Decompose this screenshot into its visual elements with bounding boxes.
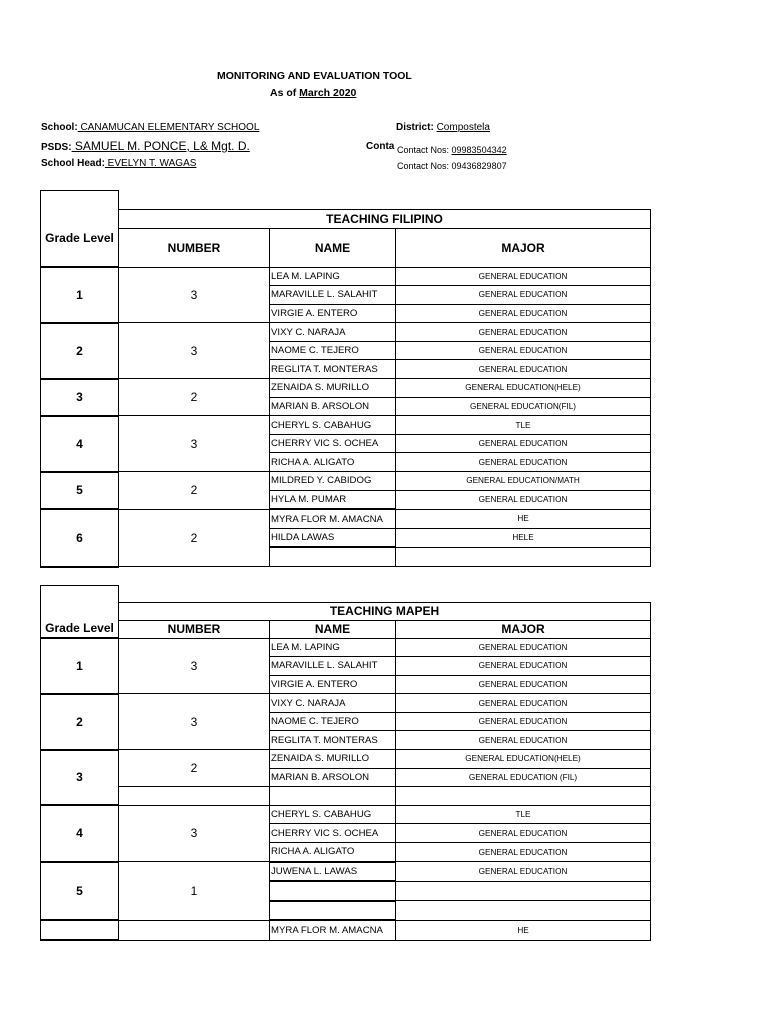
teacher-name: MYRA FLOR M. AMACNA <box>270 509 396 528</box>
teacher-major: HE <box>396 920 651 940</box>
teacher-name: LEA M. LAPING <box>270 638 396 657</box>
grade-level-cell: 4 <box>41 416 119 472</box>
conta-label: Conta <box>366 141 395 152</box>
as-of-line <box>270 87 356 99</box>
table-row <box>41 787 651 806</box>
teacher-major: GENERAL EDUCATION <box>396 286 651 305</box>
table-row <box>41 509 651 528</box>
number-cell: 3 <box>119 638 270 694</box>
grade-level-cell: 3 <box>41 379 119 416</box>
grade-level-cell: 2 <box>41 694 119 750</box>
empty-cell <box>119 787 270 806</box>
teacher-major: GENERAL EDUCATION/MATH <box>396 472 651 491</box>
school-head-line <box>41 158 196 169</box>
table-row <box>41 267 651 286</box>
teacher-name: CHERRY VIC S. OCHEA <box>270 824 396 843</box>
grade-level-cell: 1 <box>41 267 119 323</box>
contact1-label: Contact Nos: <box>397 145 452 155</box>
mapeh-table <box>40 585 651 941</box>
teacher-name: VIRGIE A. ENTERO <box>270 675 396 694</box>
teacher-major: GENERAL EDUCATION <box>396 341 651 360</box>
teacher-major: GENERAL EDUCATION <box>396 323 651 342</box>
mapeh-caption: TEACHING MAPEH <box>119 602 651 620</box>
mapeh-col-number: NUMBER <box>119 620 270 638</box>
grade-level-cell: 6 <box>41 509 119 566</box>
teacher-major: GENERAL EDUCATION <box>396 694 651 713</box>
school-label: School: <box>41 122 78 133</box>
grade-level-cell: 2 <box>41 323 119 379</box>
teacher-name: MYRA FLOR M. AMACNA <box>270 920 396 940</box>
teacher-name: VIXY C. NARAJA <box>270 323 396 342</box>
school-head-value: EVELYN T. WAGAS <box>104 158 197 169</box>
number-cell: 3 <box>119 323 270 379</box>
contact-line-2: Contact Nos: 09436829807 <box>397 161 507 171</box>
teacher-major: GENERAL EDUCATION(HELE) <box>396 750 651 769</box>
number-cell: 3 <box>119 416 270 472</box>
teacher-name: MARIAN B. ARSOLON <box>270 397 396 416</box>
number-cell: 2 <box>119 472 270 510</box>
teacher-major: TLE <box>396 416 651 435</box>
mapeh-col-major: MAJOR <box>396 620 651 638</box>
teacher-major: GENERAL EDUCATION(FIL) <box>396 397 651 416</box>
teacher-name: NAOME C. TEJERO <box>270 341 396 360</box>
teacher-name: JUWENA L. LAWAS <box>270 862 396 882</box>
teacher-name: MARAVILLE L. SALAHIT <box>270 657 396 676</box>
teacher-name: REGLITA T. MONTERAS <box>270 360 396 379</box>
teacher-major: GENERAL EDUCATION(HELE) <box>396 379 651 398</box>
number-cell: 2 <box>119 509 270 566</box>
table-row <box>41 920 651 940</box>
teacher-major: TLE <box>396 805 651 824</box>
table-row <box>41 323 651 342</box>
table-row <box>41 805 651 824</box>
school-head-label: School Head: <box>41 158 105 169</box>
teacher-major: GENERAL EDUCATION <box>396 434 651 453</box>
teacher-major: GENERAL EDUCATION <box>396 712 651 731</box>
teacher-name: HILDA LAWAS <box>270 528 396 547</box>
number-cell: 2 <box>119 750 270 787</box>
table-row <box>41 472 651 491</box>
number-cell: 3 <box>119 805 270 861</box>
table-row <box>41 416 651 435</box>
teacher-major: HELE <box>396 528 651 547</box>
number-cell: 3 <box>119 694 270 750</box>
teacher-major: GENERAL EDUCATION <box>396 638 651 657</box>
district-value: Compostela <box>436 122 490 133</box>
table-row <box>41 638 651 657</box>
psds-value: SAMUEL M. PONCE, L& Mgt. D. <box>71 139 250 153</box>
contact-line-1 <box>397 145 507 155</box>
number-cell: 3 <box>119 267 270 323</box>
teacher-name: ZENAIDA S. MURILLO <box>270 379 396 398</box>
table-row <box>41 694 651 713</box>
teacher-name: VIXY C. NARAJA <box>270 694 396 713</box>
teacher-major: GENERAL EDUCATION <box>396 360 651 379</box>
teacher-name <box>270 787 396 806</box>
grade-level-cell: 4 <box>41 805 119 861</box>
number-cell <box>119 920 270 940</box>
teacher-major: HE <box>396 509 651 528</box>
teacher-major <box>396 881 651 901</box>
teacher-name: MARAVILLE L. SALAHIT <box>270 286 396 305</box>
teacher-name: MILDRED Y. CABIDOG <box>270 472 396 491</box>
teacher-name: NAOME C. TEJERO <box>270 712 396 731</box>
teacher-major: GENERAL EDUCATION (FIL) <box>396 768 651 787</box>
teacher-major <box>396 901 651 921</box>
teacher-name: CHERYL S. CABAHUG <box>270 805 396 824</box>
school-line <box>41 122 259 133</box>
filipino-col-name: NAME <box>270 228 396 267</box>
teacher-major: GENERAL EDUCATION <box>396 675 651 694</box>
document-title: MONITORING AND EVALUATION TOOL <box>217 70 412 82</box>
teacher-major <box>396 787 651 806</box>
grade-level-cell <box>41 920 119 940</box>
mapeh-col-name: NAME <box>270 620 396 638</box>
teacher-name: LEA M. LAPING <box>270 267 396 286</box>
teacher-major <box>396 547 651 566</box>
teacher-name: CHERYL S. CABAHUG <box>270 416 396 435</box>
district-label: District: <box>396 122 434 133</box>
teacher-major: GENERAL EDUCATION <box>396 843 651 862</box>
table-row <box>41 379 651 398</box>
teacher-name <box>270 547 396 566</box>
number-cell: 2 <box>119 379 270 416</box>
grade-level-cell: 1 <box>41 638 119 694</box>
teacher-name <box>270 881 396 901</box>
contact1-value: 09983504342 <box>451 145 507 155</box>
number-cell: 1 <box>119 862 270 921</box>
grade-level-cell: 5 <box>41 472 119 510</box>
grade-level-cell: 3 <box>41 750 119 806</box>
teacher-major: GENERAL EDUCATION <box>396 267 651 286</box>
filipino-table <box>40 190 651 568</box>
as-of-date: March 2020 <box>299 87 357 99</box>
school-value: CANAMUCAN ELEMENTARY SCHOOL <box>77 122 260 133</box>
filipino-col-major: MAJOR <box>396 228 651 267</box>
teacher-name: MARIAN B. ARSOLON <box>270 768 396 787</box>
teacher-name: VIRGIE A. ENTERO <box>270 304 396 323</box>
district-line <box>396 122 490 133</box>
psds-line <box>41 139 250 153</box>
teacher-name: HYLA M. PUMAR <box>270 490 396 509</box>
teacher-major: GENERAL EDUCATION <box>396 657 651 676</box>
teacher-major: GENERAL EDUCATION <box>396 731 651 750</box>
grade-level-cell: 5 <box>41 862 119 921</box>
teacher-name <box>270 901 396 921</box>
teacher-name: RICHA A. ALIGATO <box>270 843 396 862</box>
filipino-caption: TEACHING FILIPINO <box>119 209 651 228</box>
table-row <box>41 750 651 769</box>
psds-label: PSDS: <box>41 142 72 153</box>
filipino-col-number: NUMBER <box>119 228 270 267</box>
teacher-major: GENERAL EDUCATION <box>396 304 651 323</box>
teacher-name: RICHA A. ALIGATO <box>270 453 396 472</box>
teacher-major: GENERAL EDUCATION <box>396 453 651 472</box>
teacher-major: GENERAL EDUCATION <box>396 824 651 843</box>
teacher-major: GENERAL EDUCATION <box>396 862 651 882</box>
teacher-name: REGLITA T. MONTERAS <box>270 731 396 750</box>
teacher-name: CHERRY VIC S. OCHEA <box>270 434 396 453</box>
as-of-prefix: As of <box>270 87 300 99</box>
mapeh-col-grade: Grade Level <box>41 586 119 639</box>
filipino-col-grade: Grade Level <box>41 191 119 268</box>
table-row <box>41 862 651 882</box>
teacher-major: GENERAL EDUCATION <box>396 490 651 509</box>
teacher-name: ZENAIDA S. MURILLO <box>270 750 396 769</box>
